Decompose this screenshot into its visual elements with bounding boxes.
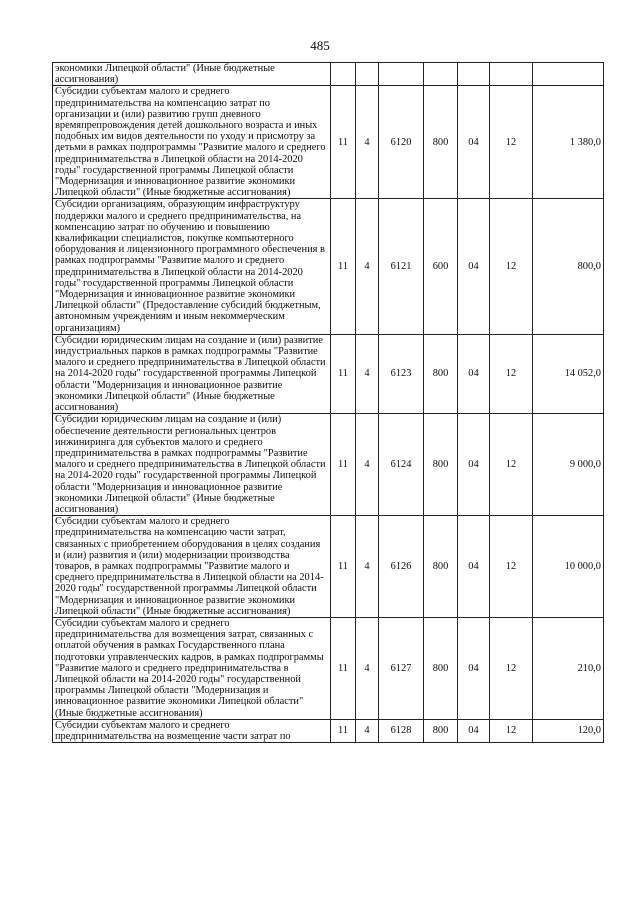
cell-code-1: 11 xyxy=(331,199,356,334)
table-row xyxy=(53,719,604,742)
cell-code-4: 800 xyxy=(424,414,458,516)
cell-code-6: 12 xyxy=(490,516,533,618)
cell-code-5: 04 xyxy=(458,719,490,742)
cell-code-1: 11 xyxy=(331,334,356,413)
cell-amount: 9 000,0 xyxy=(533,414,604,516)
cell-code-2: 4 xyxy=(356,617,379,719)
row-description: Субсидии субъектам малого и среднего предпринимательства на компенсацию затрат по организации и (или) развитию групп дневного времяпрепровождения детей дошкольного возраста и иных подобных им видов деятельности по уходу и присмотру за детьми в рамках подпрограммы "Развитие малого и среднего предпринимательства в Липецкой области на 2014-2020 годы" государственной программы Липецкой области "Модернизация и инновационное развитие экономики Липецкой области" (Иные бюджетные ассигнования) xyxy=(53,86,331,199)
page-number: 485 xyxy=(310,38,330,53)
cell-amount: 14 052,0 xyxy=(533,334,604,413)
table-row xyxy=(53,63,604,86)
cell-code-4 xyxy=(424,63,458,86)
cell-code-6: 12 xyxy=(490,199,533,334)
cell-code-4: 600 xyxy=(424,199,458,334)
cell-code-5 xyxy=(458,63,490,86)
cell-code-2: 4 xyxy=(356,516,379,618)
cell-code-6: 12 xyxy=(490,617,533,719)
cell-code-5: 04 xyxy=(458,516,490,618)
row-description: Субсидии юридическим лицам на создание и (или) обеспечение деятельности региональных центров инжиниринга для субъектов малого и среднего предпринимательства в рамках подпрограммы "Развитие малого и среднего предпринимательства в Липецкой области на 2014-2020 годы" государственной программы Липецкой области "Модернизация и инновационное развитие экономики Липецкой области" (Иные бюджетные ассигнования) xyxy=(53,414,331,516)
cell-code-2: 4 xyxy=(356,719,379,742)
cell-code-1: 11 xyxy=(331,719,356,742)
cell-code-2: 4 xyxy=(356,199,379,334)
cell-code-2: 4 xyxy=(356,86,379,199)
cell-code-3: 6128 xyxy=(379,719,424,742)
cell-code-3: 6121 xyxy=(379,199,424,334)
cell-code-5: 04 xyxy=(458,617,490,719)
cell-code-3: 6123 xyxy=(379,334,424,413)
cell-code-6: 12 xyxy=(490,86,533,199)
table-row xyxy=(53,334,604,413)
cell-code-5: 04 xyxy=(458,414,490,516)
cell-amount xyxy=(533,63,604,86)
cell-code-3: 6120 xyxy=(379,86,424,199)
cell-code-6: 12 xyxy=(490,719,533,742)
cell-code-3 xyxy=(379,63,424,86)
table-row xyxy=(53,199,604,334)
cell-code-4: 800 xyxy=(424,617,458,719)
cell-code-6 xyxy=(490,63,533,86)
cell-code-4: 800 xyxy=(424,719,458,742)
cell-amount: 120,0 xyxy=(533,719,604,742)
row-description: Субсидии субъектам малого и среднего предпринимательства для возмещения затрат, связанных с оплатой обучения в рамках Государственного плана подготовки управленческих кадров, в рамках подпрограммы "Развитие малого и среднего предпринимательства в Липецкой области на 2014-2020 годы" государственной программы Липецкой области "Модернизация и инновационное развитие экономики Липецкой области" (Иные бюджетные ассигнования) xyxy=(53,617,331,719)
cell-code-2 xyxy=(356,63,379,86)
cell-code-1: 11 xyxy=(331,86,356,199)
row-description: экономики Липецкой области" (Иные бюджетные ассигнования) xyxy=(53,63,331,86)
cell-amount: 800,0 xyxy=(533,199,604,334)
cell-code-5: 04 xyxy=(458,86,490,199)
cell-code-1 xyxy=(331,63,356,86)
row-description: Субсидии юридическим лицам на создание и (или) развитие индустриальных парков в рамках подпрограммы "Развитие малого и среднего предпринимательства в Липецкой области на 2014-2020 годы" государственной программы Липецкой области "Модернизация и инновационное развитие экономики Липецкой области" (Иные бюджетные ассигнования) xyxy=(53,334,331,413)
cell-code-3: 6127 xyxy=(379,617,424,719)
cell-code-4: 800 xyxy=(424,334,458,413)
row-description: Субсидии субъектам малого и среднего предпринимательства на возмещение части затрат по xyxy=(53,719,331,742)
cell-code-4: 800 xyxy=(424,86,458,199)
cell-code-3: 6124 xyxy=(379,414,424,516)
budget-table xyxy=(52,62,604,743)
cell-code-2: 4 xyxy=(356,334,379,413)
table-row xyxy=(53,86,604,199)
cell-code-6: 12 xyxy=(490,414,533,516)
cell-amount: 210,0 xyxy=(533,617,604,719)
cell-code-2: 4 xyxy=(356,414,379,516)
table-row xyxy=(53,516,604,618)
table-row xyxy=(53,617,604,719)
cell-amount: 10 000,0 xyxy=(533,516,604,618)
cell-code-3: 6126 xyxy=(379,516,424,618)
cell-code-1: 11 xyxy=(331,617,356,719)
row-description: Субсидии субъектам малого и среднего предпринимательства на компенсацию части затрат, связанных с приобретением оборудования в целях создания и (или) развития и (или) модернизации производства товаров, в рамках подпрограммы "Развитие малого и среднего предпринимательства в Липецкой области на 2014-2020 годы" государственной программы Липецкой области "Модернизация и инновационное развитие экономики Липецкой области" (Иные бюджетные ассигнования) xyxy=(53,516,331,618)
cell-code-5: 04 xyxy=(458,199,490,334)
cell-code-6: 12 xyxy=(490,334,533,413)
row-description: Субсидии организациям, образующим инфраструктуру поддержки малого и среднего предпринимательства, на компенсацию затрат по обучению и повышению квалификации специалистов, покупке компьютерного оборудования и лицензионного программного обеспечения в рамках подпрограммы "Развитие малого и среднего предпринимательства в Липецкой области на 2014-2020 годы" государственной программы Липецкой области "Модернизация и инновационное развитие экономики Липецкой области" (Предоставление субсидий бюджетным, автономным учреждениям и иным некоммерческим организациям) xyxy=(53,199,331,334)
cell-amount: 1 380,0 xyxy=(533,86,604,199)
cell-code-1: 11 xyxy=(331,414,356,516)
cell-code-4: 800 xyxy=(424,516,458,618)
cell-code-1: 11 xyxy=(331,516,356,618)
cell-code-5: 04 xyxy=(458,334,490,413)
table-row xyxy=(53,414,604,516)
